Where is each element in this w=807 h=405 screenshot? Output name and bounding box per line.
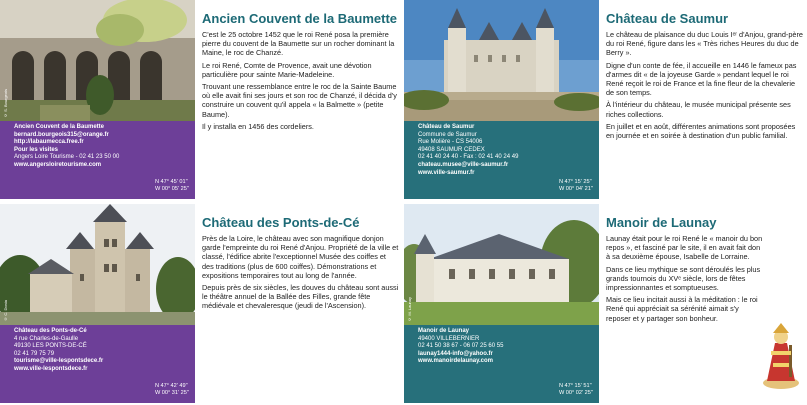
saumur-castle-photo — [404, 0, 599, 121]
saumur-text — [606, 0, 803, 199]
contact-name: Château des Ponts-de-Cé — [14, 328, 87, 334]
description — [606, 234, 803, 323]
contact-email[interactable]: launay1444-info@yahoo.fr — [418, 350, 493, 357]
contact-city: 49130 LES PONTS-DE-CÉ — [14, 343, 87, 350]
paragraph: Mais ce lieu incitait aussi à la méditation : le roi René qui appréciait sa sérénité aimait s'y reposer et y partager son bonheur. — [606, 295, 758, 323]
contact-email[interactable]: chateau.musee@ville-saumur.fr — [418, 161, 509, 168]
contact-email[interactable]: bernard.bourgeois315@orange.fr — [14, 131, 109, 138]
paragraph: Trouvant une ressemblance entre le roc de la Sainte Baume où elle avait fini ses jours et son roc de Chanzé, il décida d'y construire un couvent qu'il appela « la Balmette » (petite Baume). — [202, 82, 397, 119]
photo-credit: © C. Donia — [3, 300, 8, 322]
paragraph: En juillet et en août, différentes animations sont proposées en journée et en soirée à destination d'un public familial. — [606, 121, 796, 141]
baumette-cloister-photo — [0, 0, 195, 121]
paragraph: Launay était pour le roi René le « manoir du bon repos », et fasciné par le site, il en avait fait don à sa deuxième épouse, Isabelle de Lorraine. — [606, 234, 763, 262]
photo-credit: © M. Launay — [407, 297, 412, 322]
description — [202, 30, 399, 131]
paragraph: Depuis près de six siècles, les douves du château sont aussi le théâtre annuel de la Ballée des Filles, grande fête médiévale et chevaleresque (jeudi de l'Ascension). — [202, 283, 399, 311]
contact-organization: Commune de Saumur — [418, 131, 477, 138]
baumette-text — [202, 0, 399, 199]
contact-website[interactable]: http://labaumecca.free.fr — [14, 139, 84, 146]
contact-phone: 02 41 40 24 40 - Fax : 02 41 40 24 49 — [418, 154, 519, 161]
paragraph: Il y installa en 1456 des cordeliers. — [202, 121, 314, 131]
latitude: N 47° 15' 25'' — [558, 179, 592, 185]
description — [606, 30, 803, 140]
contact-phone: Angers Loire Tourisme - 02 41 23 50 00 — [14, 154, 120, 161]
latitude: N 47° 45' 01'' — [154, 179, 188, 185]
panel-title: Château de Saumur — [606, 11, 729, 26]
paragraph: Le roi René, Comte de Provence, avait une dévotion particulière pour sainte Marie-Madeleine. — [202, 60, 372, 79]
longitude: W 00° 31' 25'' — [154, 390, 189, 396]
contact-name: Manoir de Launay — [418, 328, 470, 334]
paragraph: C'est le 25 octobre 1452 que le roi René posa la première pierre du couvent de la Baumette sur un rocher dominant la Maine, le roc de Chanzé. — [202, 30, 395, 58]
paragraph: Dans ce lieu mythique se sont déroulés les plus grands tournois du XVᵉ siècle, lors de fêtes impressionnantes et somptueuses. — [606, 264, 761, 293]
contact-street: 4 rue Charles-de-Gaulle — [14, 335, 79, 342]
panel-title: Château des Ponts-de-Cé — [202, 215, 360, 230]
medieval-knight-illustration — [759, 321, 803, 391]
panel-ponts-de-ce — [0, 204, 401, 403]
contact-city: 49400 VILLEBERNIER — [418, 335, 480, 342]
contact-name: Ancien Couvent de la Baumette — [14, 124, 105, 130]
baumette-contact-box — [0, 121, 195, 199]
latitude: N 47° 15' 51'' — [558, 383, 592, 389]
contact-city: 49408 SAUMUR CEDEX — [418, 146, 485, 153]
horizontal-gutter — [0, 199, 807, 204]
description — [202, 234, 399, 311]
gps-coordinates — [155, 179, 189, 193]
panel-title: Manoir de Launay — [606, 215, 717, 230]
panel-baumette — [0, 0, 401, 199]
launay-manor-photo — [404, 204, 599, 325]
panel-title: Ancien Couvent de la Baumette — [202, 11, 398, 26]
gps-coordinates — [559, 179, 593, 193]
tourism-website[interactable]: www.angersloiretourisme.com — [14, 161, 102, 168]
ponts-de-ce-castle-photo — [0, 204, 195, 325]
paragraph: Digne d'un conte de fée, il accueille en 1446 le fameux pas d'armes dit « de la joyeuse Garde » pendant lequel le roi René reçoit le roi de France et la fine fleur de la chevalerie de son temps. — [606, 60, 797, 98]
contact-website[interactable]: www.ville-lespontsdece.fr — [14, 365, 88, 372]
paragraph: Le château de plaisance du duc Louis Iᵉʳ d'Anjou, grand-père du roi René, figure dans les « Très riches Heures du duc de Berry ». — [606, 30, 803, 58]
longitude: W 00° 04' 21'' — [558, 186, 593, 192]
visits-heading: Pour les visites — [14, 146, 59, 153]
contact-website[interactable]: www.manoirdelaunay.com — [418, 358, 494, 365]
contact-name: Château de Saumur — [418, 124, 475, 130]
saumur-contact-box — [404, 121, 599, 199]
contact-website[interactable]: www.ville-saumur.fr — [418, 169, 475, 176]
longitude: W 00° 02' 25'' — [558, 390, 593, 396]
ponts-de-ce-contact-box — [0, 325, 195, 403]
photo-credit: © S. Bourgeois — [3, 88, 8, 118]
contact-street: Rue Molière - CS 54006 — [418, 139, 483, 146]
latitude: N 47° 42' 49'' — [154, 383, 188, 389]
panel-launay — [404, 204, 805, 403]
contact-email[interactable]: tourisme@ville-lespontsdece.fr — [14, 358, 104, 365]
launay-contact-box — [404, 325, 599, 403]
gps-coordinates — [155, 383, 189, 397]
contact-phone: 02 41 79 75 79 — [14, 350, 55, 357]
longitude: W 00° 05' 25'' — [154, 186, 189, 192]
panel-saumur — [404, 0, 805, 199]
ponts-de-ce-text — [202, 204, 399, 403]
paragraph: À l'intérieur du château, le musée municipal présente ses riches collections. — [606, 100, 791, 119]
contact-phone: 02 41 50 38 67 - 06 07 25 60 55 — [418, 343, 504, 350]
gps-coordinates — [559, 383, 593, 397]
paragraph: Près de la Loire, le château avec son magnifique donjon garde l'empreinte du roi René d'Anjou. Propriété de la ville et classé, l'édifice abrite l'exceptionnel Musée des coiffes et des traditions (plus de 600 coiffes). Démonstrations et expositions temporaires tout au long de l'année. — [202, 234, 399, 280]
